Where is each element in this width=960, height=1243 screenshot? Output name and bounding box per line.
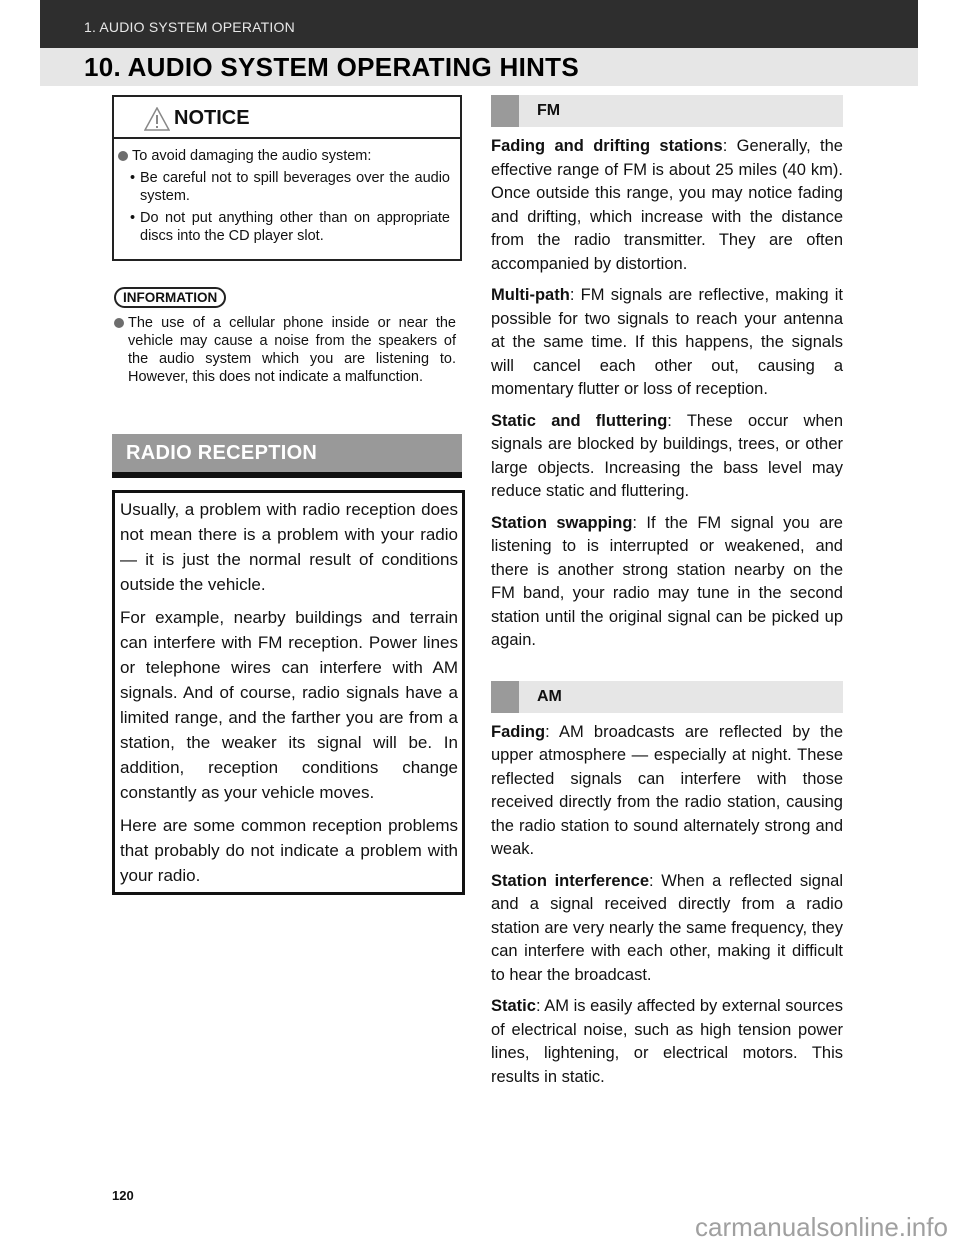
fm-term: Multi-path — [491, 286, 570, 304]
notice-header — [114, 97, 460, 139]
warning-triangle-icon — [144, 107, 170, 131]
bullet-dot-icon — [114, 318, 124, 328]
notice-item — [116, 209, 450, 245]
information-badge: INFORMATION — [114, 287, 226, 308]
am-heading — [491, 681, 843, 713]
page-number: 120 — [112, 1188, 134, 1203]
fm-term: Station swapping — [491, 513, 633, 532]
heading-marker-icon — [491, 681, 519, 713]
am-item — [491, 995, 843, 1089]
fm-item — [491, 512, 843, 653]
fm-item — [491, 284, 843, 402]
fm-item — [491, 410, 843, 504]
am-term: Station interference — [491, 871, 650, 890]
intro-paragraph: Usually, a problem with radio reception does not mean there is a problem with your radio — it is just the normal result of conditions outside the vehicle. — [120, 500, 458, 594]
fm-term: Static and fluttering — [491, 411, 668, 430]
notice-label: NOTICE — [174, 107, 250, 129]
bullet-dot-icon — [118, 151, 128, 161]
intro-paragraph: Here are some common reception problems that probably do not indicate a problem with your radio. — [120, 816, 458, 885]
notice-lead-text: To avoid damaging the audio system: — [132, 148, 372, 164]
chapter-title: 1. AUDIO SYSTEM OPERATION — [84, 19, 295, 35]
am-description: : When a reflected signal and a signal received directly from a radio station are very nearly the same frequency, they can interfere with each other, making it difficult to hear the broadcast. — [491, 871, 843, 984]
notice-item-text: Do not put anything other than on appropriate discs into the CD player slot. — [140, 210, 450, 244]
am-description: : AM is easily affected by external sources of electrical noise, such as high tension power lines, lightening, or electrical motors. This results in static. — [491, 997, 843, 1086]
notice-body — [114, 139, 460, 259]
am-item — [491, 721, 843, 862]
fm-heading — [491, 95, 843, 127]
information-text: The use of a cellular phone inside or near the vehicle may cause a noise from the speakers of the audio system which you are listening to. However, this does not indicate a malfunction. — [128, 315, 456, 385]
fm-description: : These occur when signals are blocked by buildings, trees, or other large objects. Increasing the bass level may reduce static and fluttering. — [491, 411, 843, 500]
left-column — [112, 95, 462, 895]
watermark: carmanualsonline.info — [695, 1212, 948, 1242]
notice-item-text: Be careful not to spill beverages over the audio system. — [140, 170, 450, 204]
intro-paragraph: For example, nearby buildings and terrain can interfere with FM reception. Power lines or telephone wires can interfere with AM signals. And of course, radio signals have a limited range, and the farther you are from a station, the weaker its signal will be. In addition, reception conditions change constantly as your vehicle moves. — [120, 608, 458, 802]
bullet-icon: • — [130, 210, 136, 226]
information-body — [112, 314, 462, 386]
information-block — [112, 287, 462, 386]
notice-box — [112, 95, 462, 261]
chapter-bar — [40, 0, 918, 48]
radio-reception-heading — [112, 434, 462, 478]
fm-item — [491, 135, 843, 276]
am-description: : AM broadcasts are reflected by the upper atmosphere — especially at night. These reflected signals can interfere with those received directly from the radio station, causing the radio station to sound alternately strong and weak. — [491, 722, 843, 858]
section-title-bar — [40, 48, 918, 86]
heading-marker-icon — [491, 95, 519, 127]
radio-reception-heading-text: RADIO RECEPTION — [126, 442, 318, 464]
bullet-icon: • — [130, 170, 136, 186]
radio-reception-intro-box — [112, 490, 465, 895]
fm-heading-text: FM — [537, 102, 561, 119]
fm-description: : Generally, the effective range of FM is about 25 miles (40 km). Once outside this range, you may notice fading and drifting, which increase with the distance from the radio transmitter. They are often accompanied by distortion. — [491, 137, 843, 273]
right-column — [491, 95, 843, 1089]
fm-description: : If the FM signal you are listening to is interrupted or weakened, and there is another strong station nearby on the FM band, your radio may tune in the second station until the original signal can be picked up again. — [491, 513, 843, 649]
am-term: Static — [491, 997, 536, 1015]
notice-lead — [116, 147, 450, 165]
am-item — [491, 870, 843, 988]
fm-term: Fading and drifting stations — [491, 137, 723, 155]
page-title: 10. AUDIO SYSTEM OPERATING HINTS — [84, 52, 579, 82]
notice-item — [116, 169, 450, 205]
am-heading-text: AM — [537, 687, 562, 705]
am-term: Fading — [491, 722, 546, 741]
fm-description: : FM signals are reflective, making it possible for two signals to reach your antenna at the same time. If this happens, the signals will cancel each other out, causing a momentary flutter or loss of reception. — [491, 286, 843, 398]
